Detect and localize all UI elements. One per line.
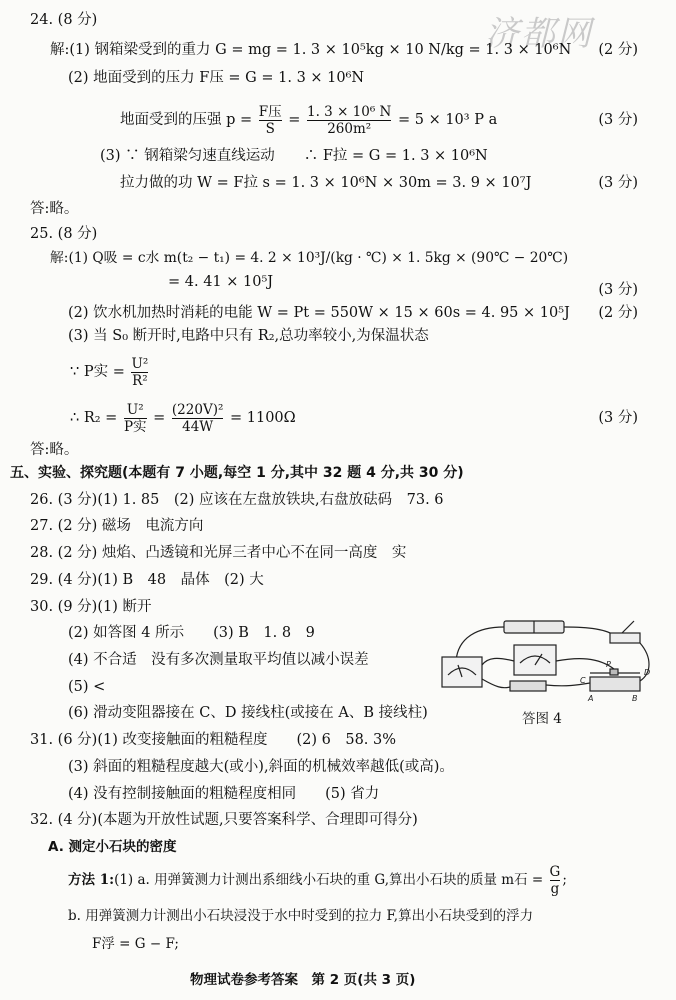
q24-line1: 解:(1) 钢箱梁受到的重力 G = mg = 1. 3 × 10⁵kg × 10 N/kg = 1. 3 × 10⁶N (50, 42, 572, 58)
q28: 28. (2 分) 烛焰、凸透镜和光屏三者中心不在同一高度 实 (30, 545, 407, 561)
svg-text:C: C (580, 676, 586, 685)
q29: 29. (4 分)(1) B 48 晶体 (2) 大 (30, 572, 264, 588)
q24-fraction-f-over-s (259, 104, 282, 137)
figure-4-caption: 答图 4 (522, 711, 562, 727)
q25-line4: (3) 当 S₀ 断开时,电路中只有 R₂,总功率较小,为保温状态 (68, 328, 429, 344)
q25-power-formula (70, 352, 150, 392)
q24-frac1-num: F压 (258, 103, 282, 120)
q25-line2-score: (3 分) (598, 282, 638, 298)
q30-line1: 30. (9 分)(1) 断开 (30, 599, 152, 615)
q32-method1-label: 方法 1: (68, 872, 115, 888)
q25-line6-eq: = (153, 410, 166, 426)
q24-frac2-den: 260m² (307, 120, 391, 137)
q25-heading: 25. (8 分) (30, 226, 98, 242)
q25-line3-score: (2 分) (598, 305, 638, 321)
q25-frac-num: U² (131, 355, 149, 372)
q25-fraction-u2-over-p (124, 402, 147, 435)
q25-line6-score: (3 分) (598, 410, 638, 426)
q24-frac1-den: S (259, 120, 282, 137)
resistor (510, 681, 546, 691)
q32-method1-text: (1) a. 用弹簧测力计测出系细线小石块的重 G,算出小石块的质量 m石 = (114, 872, 544, 888)
circuit-diagram-figure (438, 617, 660, 707)
section-5-heading: 五、实验、探究题(本题有 7 小题,每空 1 分,其中 32 题 4 分,共 30 分) (10, 465, 464, 481)
q24-line4: (3) ∵ 钢箱梁匀速直线运动 ∴ F拉 = G = 1. 3 × 10⁶N (100, 148, 488, 164)
q25-line5-prefix: ∵ P实 = (70, 364, 125, 380)
q24-line1-score: (2 分) (598, 42, 638, 58)
svg-text:P: P (606, 660, 611, 669)
q24-line3-eq: = (288, 112, 301, 128)
q32-line-b2: F浮 = G − F; (92, 936, 179, 952)
q25-fraction-voltage-over-power (172, 402, 223, 435)
q25-line3: (2) 饮水机加热时消耗的电能 W = Pt = 550W × 15 × 60s = 4. 95 × 10⁵J (68, 305, 570, 321)
q25-line1: 解:(1) Q吸 = c水 m(t₂ − t₁) = 4. 2 × 10³J/(kg · ℃) × 1. 5kg × (90℃ − 20℃) (50, 250, 569, 266)
q25-fraction-u2-over-r2 (131, 356, 148, 389)
q25-resistance-formula (70, 398, 296, 438)
q25-frac3-den: 44W (172, 418, 223, 435)
q25-frac3-num: (220V)² (171, 401, 224, 418)
q31-line3: (4) 没有控制接触面的粗糙程度相同 (5) 省力 (68, 786, 380, 802)
ammeter (442, 657, 482, 687)
svg-text:B: B (632, 694, 638, 703)
switch (610, 633, 640, 643)
q24-pressure-formula (120, 102, 497, 138)
watermark: 济都网 (485, 14, 593, 54)
q24-frac2-num: 1. 3 × 10⁶ N (307, 103, 392, 120)
q32-method1 (68, 862, 567, 898)
q30-line4: (5) < (68, 679, 106, 695)
q24-line5-score: (3 分) (598, 175, 638, 191)
q25-frac-den: R² (132, 372, 148, 389)
q32-frac-den: g (550, 881, 560, 897)
q24-answer: 答:略。 (30, 201, 79, 217)
q26: 26. (3 分)(1) 1. 85 (2) 应该在左盘放铁块,右盘放砝码 73. 6 (30, 492, 444, 508)
voltmeter (514, 645, 556, 675)
q25-frac2-den: P实 (123, 418, 147, 435)
q24-line2: (2) 地面受到的压力 F压 = G = 1. 3 × 10⁶N (68, 70, 365, 86)
q25-answer: 答:略。 (30, 442, 79, 458)
svg-text:A: A (588, 694, 594, 703)
q31-line2: (3) 斜面的粗糙程度越大(或小),斜面的机械效率越低(或高)。 (68, 759, 454, 775)
page-footer: 物理试卷参考答案 第 2 页(共 3 页) (190, 972, 416, 988)
rheostat (590, 677, 640, 691)
q32-method1-end: ; (562, 872, 567, 888)
q32-fraction-g-over-g (550, 864, 561, 897)
q30-line5: (6) 滑动变阻器接在 C、D 接线柱(或接在 A、B 接线柱) (68, 705, 428, 721)
q25-line6-result: = 1100Ω (229, 410, 296, 426)
q31-line1: 31. (6 分)(1) 改变接触面的粗糙程度 (2) 6 58. 3% (30, 732, 397, 748)
q32-part-a: A. 测定小石块的密度 (48, 839, 177, 855)
q30-line2: (2) 如答图 4 所示 (3) B 1. 8 9 (68, 625, 315, 641)
q32-line-b1: b. 用弹簧测力计测出小石块浸没于水中时受到的拉力 F,算出小石块受到的浮力 (68, 908, 534, 924)
q32-frac-num: G (549, 864, 561, 880)
q24-line3-prefix: 地面受到的压强 p = (120, 112, 253, 128)
q24-line3-score: (3 分) (598, 112, 638, 128)
q25-frac2-num: U² (126, 401, 144, 418)
q24-line3-result: = 5 × 10³ P a (397, 112, 498, 128)
q27: 27. (2 分) 磁场 电流方向 (30, 518, 204, 534)
q24-fraction-values (307, 104, 391, 137)
q25-line2: = 4. 41 × 10⁵J (168, 274, 274, 290)
q30-line3: (4) 不合适 没有多次测量取平均值以减小误差 (68, 652, 369, 668)
q25-line6-prefix: ∴ R₂ = (70, 410, 118, 426)
q32-heading: 32. (4 分)(本题为开放性试题,只要答案科学、合理即可得分) (30, 812, 418, 828)
svg-text:D: D (644, 668, 651, 677)
q24-line5: 拉力做的功 W = F拉 s = 1. 3 × 10⁶N × 30m = 3. 9 × 10⁷J (120, 175, 532, 191)
q24-heading: 24. (8 分) (30, 12, 98, 28)
